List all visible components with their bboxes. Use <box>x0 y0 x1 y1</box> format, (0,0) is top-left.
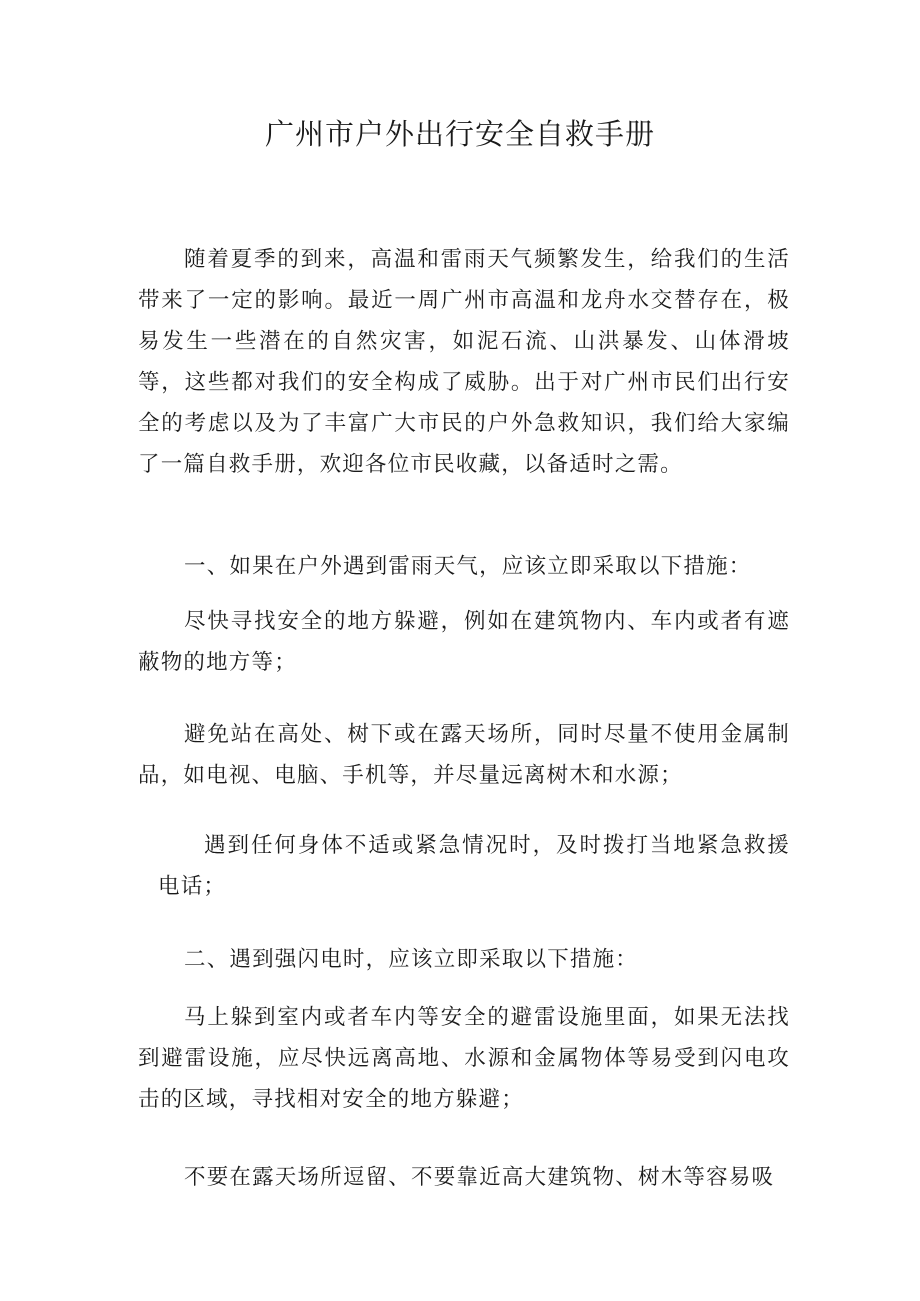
section-2-item-2: 不要在露天场所逗留、不要靠近高大建筑物、树木等容易吸 <box>184 1165 775 1190</box>
section-2-item-1: 马上躲到室内或者车内等安全的避雷设施里面，如果无法找到避雷设施，应尽快远离高地、水源和金属物体等易受到闪电攻击的区域，寻找相对安全的地方躲避； <box>138 1005 790 1112</box>
section-1-item-1: 尽快寻找安全的地方躲避，例如在建筑物内、车内或者有遮蔽物的地方等； <box>138 609 790 675</box>
section-heading-2: 二、遇到强闪电时，应该立即采取以下措施： <box>184 947 639 972</box>
page-title: 广州市户外出行安全自救手册 <box>264 117 655 151</box>
section-1-item-2: 避免站在高处、树下或在露天场所，同时尽量不使用金属制品，如电视、电脑、手机等，并尽量远离树木和水源； <box>138 722 790 788</box>
section-1-item-3: 遇到任何身体不适或紧急情况时，及时拨打当地紧急救援电话； <box>158 833 790 899</box>
intro-paragraph: 随着夏季的到来，高温和雷雨天气频繁发生，给我们的生活带来了一定的影响。最近一周广州市高温和龙舟水交替存在，极易发生一些潜在的自然灾害，如泥石流、山洪暴发、山体滑坡等，这些都对我们的安全构成了威胁。出于对广州市民们出行安全的考虑以及为了丰富广大市民的户外急救知识，我们给大家编了一篇自救手册，欢迎各位市民收藏，以备适时之需。 <box>138 247 790 477</box>
section-heading-1: 一、如果在户外遇到雷雨天气，应该立即采取以下措施： <box>184 554 752 579</box>
